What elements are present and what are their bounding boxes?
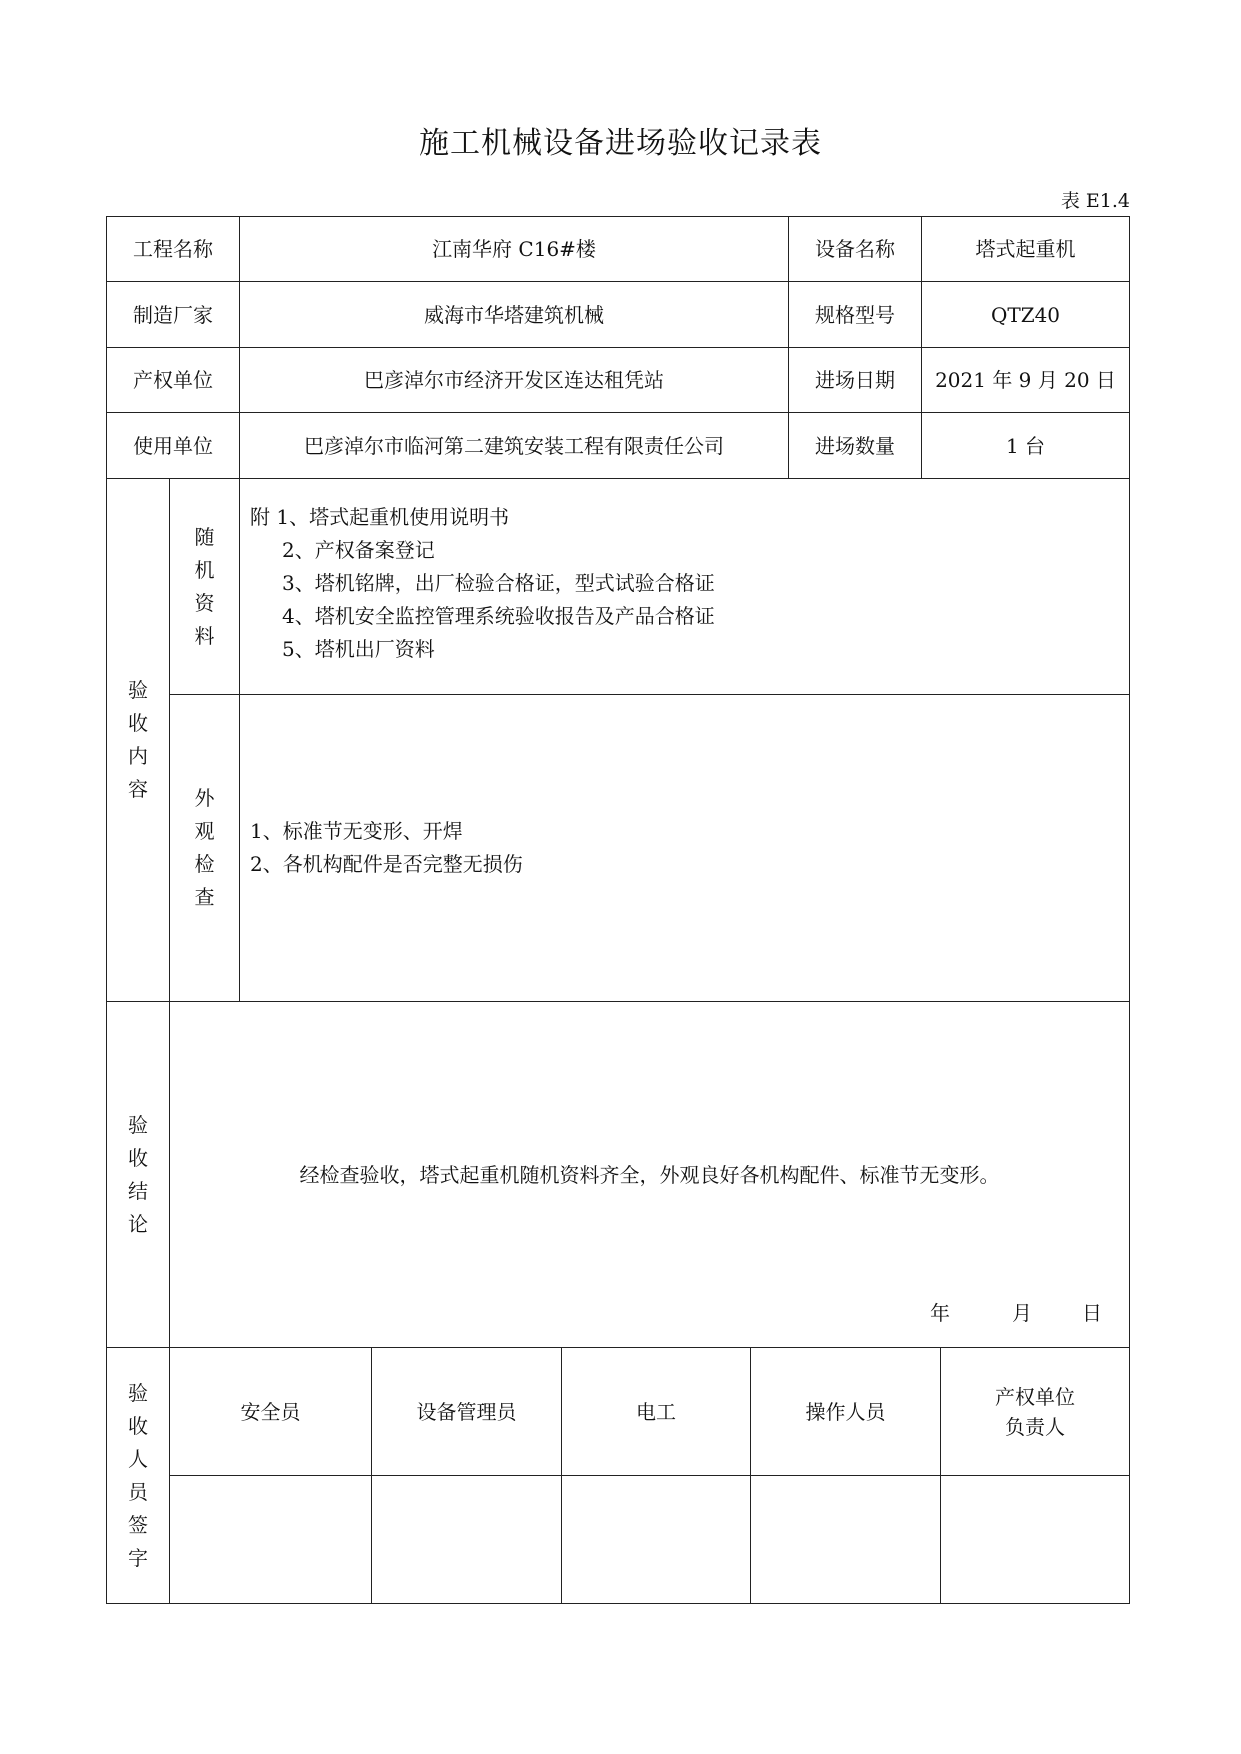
owner-value: 巴彦淖尔市经济开发区连达租凭站 [240, 348, 789, 413]
inspection-content-label: 验收内容 [107, 479, 170, 1002]
entry-date-label: 进场日期 [789, 348, 922, 413]
appearance-list [240, 695, 1129, 1002]
appearance-label: 外观检查 [170, 695, 240, 1002]
documents-item: 2、产权备案登记 [282, 538, 435, 562]
manufacturer-value: 威海市华塔建筑机械 [240, 282, 789, 348]
operator-signature-field[interactable] [751, 1476, 941, 1603]
documents-item: 3、塔机铭牌，出厂检验合格证，型式试验合格证 [282, 571, 715, 595]
conclusion-day: 日 [1082, 1301, 1102, 1325]
conclusion-month: 月 [1012, 1301, 1032, 1325]
documents-item: 5、塔机出厂资料 [282, 637, 435, 661]
appearance-item: 1、标准节无变形、开焊 [250, 819, 463, 843]
documents-list [240, 479, 1129, 695]
signatures-label: 验收人员签字 [107, 1348, 170, 1603]
electrician-header: 电工 [562, 1348, 751, 1476]
project-name-label: 工程名称 [107, 217, 240, 282]
conclusion-cell [170, 1002, 1129, 1348]
document-title: 施工机械设备进场验收记录表 [419, 126, 822, 161]
equipment-manager-signature-field[interactable] [372, 1476, 562, 1603]
user-value: 巴彦淖尔市临河第二建筑安装工程有限责任公司 [240, 413, 789, 479]
safety-officer-header: 安全员 [170, 1348, 372, 1476]
quantity-value: 1 台 [922, 413, 1129, 479]
appearance-item: 2、各机构配件是否完整无损伤 [250, 852, 523, 876]
entry-date-value: 2021 年 9 月 20 日 [922, 348, 1129, 413]
owner-rep-header: 产权单位 负责人 [941, 1348, 1129, 1476]
conclusion-text: 经检查验收，塔式起重机随机资料齐全，外观良好各机构配件、标准节无变形。 [299, 1163, 1000, 1187]
equipment-name-value: 塔式起重机 [922, 217, 1129, 282]
operator-header: 操作人员 [751, 1348, 941, 1476]
equipment-manager-header: 设备管理员 [372, 1348, 562, 1476]
documents-item: 附 1、塔式起重机使用说明书 [250, 505, 510, 529]
model-value: QTZ40 [922, 282, 1129, 348]
project-name-value: 江南华府 C16#楼 [240, 217, 789, 282]
conclusion-label: 验收结论 [107, 1002, 170, 1348]
form-number: 表 E1.4 [1060, 190, 1130, 212]
user-label: 使用单位 [107, 413, 240, 479]
safety-officer-signature-field[interactable] [170, 1476, 372, 1603]
manufacturer-label: 制造厂家 [107, 282, 240, 348]
owner-rep-signature-field[interactable] [941, 1476, 1129, 1603]
model-label: 规格型号 [789, 282, 922, 348]
documents-item: 4、塔机安全监控管理系统验收报告及产品合格证 [282, 604, 715, 628]
equipment-name-label: 设备名称 [789, 217, 922, 282]
quantity-label: 进场数量 [789, 413, 922, 479]
electrician-signature-field[interactable] [562, 1476, 751, 1603]
owner-label: 产权单位 [107, 348, 240, 413]
conclusion-year: 年 [930, 1301, 950, 1325]
documents-label: 随机资料 [170, 479, 240, 695]
acceptance-record-table [106, 216, 1130, 1604]
